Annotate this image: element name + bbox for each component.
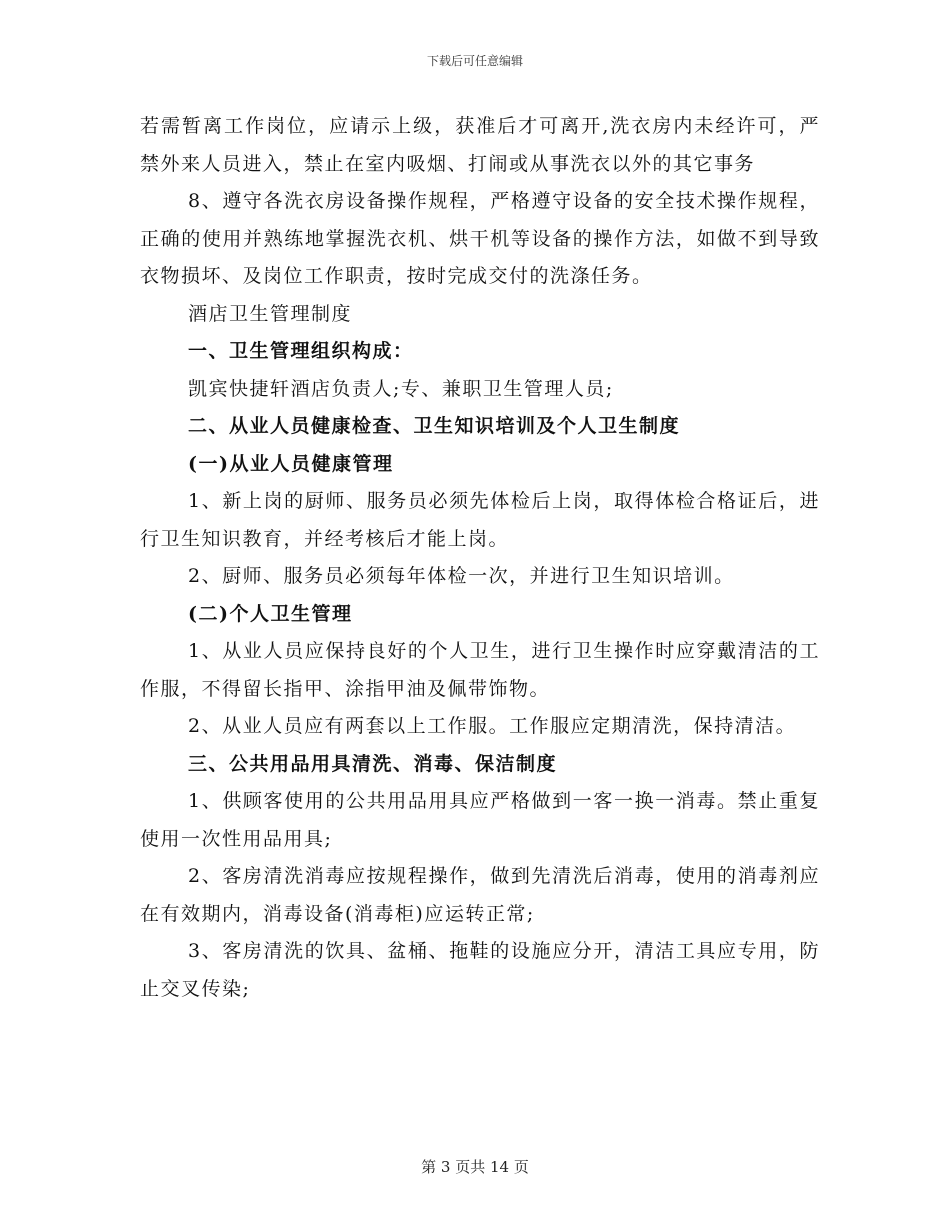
paragraph-hygiene-2: 2、从业人员应有两套以上工作服。工作服应定期清洗，保持清洁。 bbox=[188, 715, 797, 737]
paragraph-organization: 凯宾快捷轩酒店负责人;专、兼职卫生管理人员; bbox=[188, 377, 614, 400]
subheading-personal-hygiene: (二)个人卫生管理 bbox=[188, 602, 353, 625]
paragraph-health-1: 1、新上岗的厨师、服务员必须先体检后上岗，取得体检合格证后，进行卫生知识教育，并经考核后才能上岗。 bbox=[140, 490, 820, 550]
section-title: 酒店卫生管理制度 bbox=[188, 302, 353, 325]
page-header: 下载后可任意编辑 bbox=[426, 54, 523, 68]
page-footer: 第 3 页共 14 页 bbox=[421, 1158, 529, 1176]
paragraph-public-2: 2、客房清洗消毒应按规程操作，做到先清洗后消毒，使用的消毒剂应在有效期内，消毒设备(消毒柜)应运转正常; bbox=[140, 865, 820, 925]
paragraph-health-2: 2、厨师、服务员必须每年体检一次，并进行卫生知识培训。 bbox=[188, 565, 735, 587]
heading-organization: 一、卫生管理组织构成： bbox=[188, 340, 414, 362]
paragraph-hygiene-1: 1、从业人员应保持良好的个人卫生，进行卫生操作时应穿戴清洁的工作服，不得留长指甲、涂指甲油及佩带饰物。 bbox=[140, 640, 820, 700]
paragraph-continuation: 若需暂离工作岗位，应请示上级，获准后才可离开,洗衣房内未经许可，严禁外来人员进入，禁止在室内吸烟、打闹或从事洗衣以外的其它事务 bbox=[140, 115, 820, 175]
paragraph-public-3: 3、客房清洗的饮具、盆桶、拖鞋的设施应分开，清洁工具应专用，防止交叉传染; bbox=[140, 940, 820, 1000]
paragraph-public-1: 1、供顾客使用的公共用品用具应严格做到一客一换一消毒。禁止重复使用一次性用品用具; bbox=[140, 790, 820, 850]
heading-health-training: 二、从业人员健康检查、卫生知识培训及个人卫生制度 bbox=[188, 415, 681, 437]
document-body bbox=[140, 108, 820, 1008]
subheading-health-management: (一)从业人员健康管理 bbox=[188, 452, 394, 475]
heading-public-items: 三、公共用品用具清洗、消毒、保洁制度 bbox=[188, 752, 558, 775]
paragraph-rule-8: 8、遵守各洗衣房设备操作规程，严格遵守设备的安全技术操作规程，正确的使用并熟练地掌握洗衣机、烘干机等设备的操作方法，如做不到导致衣物损坏、及岗位工作职责，按时完成交付的洗涤任务。 bbox=[140, 190, 820, 287]
